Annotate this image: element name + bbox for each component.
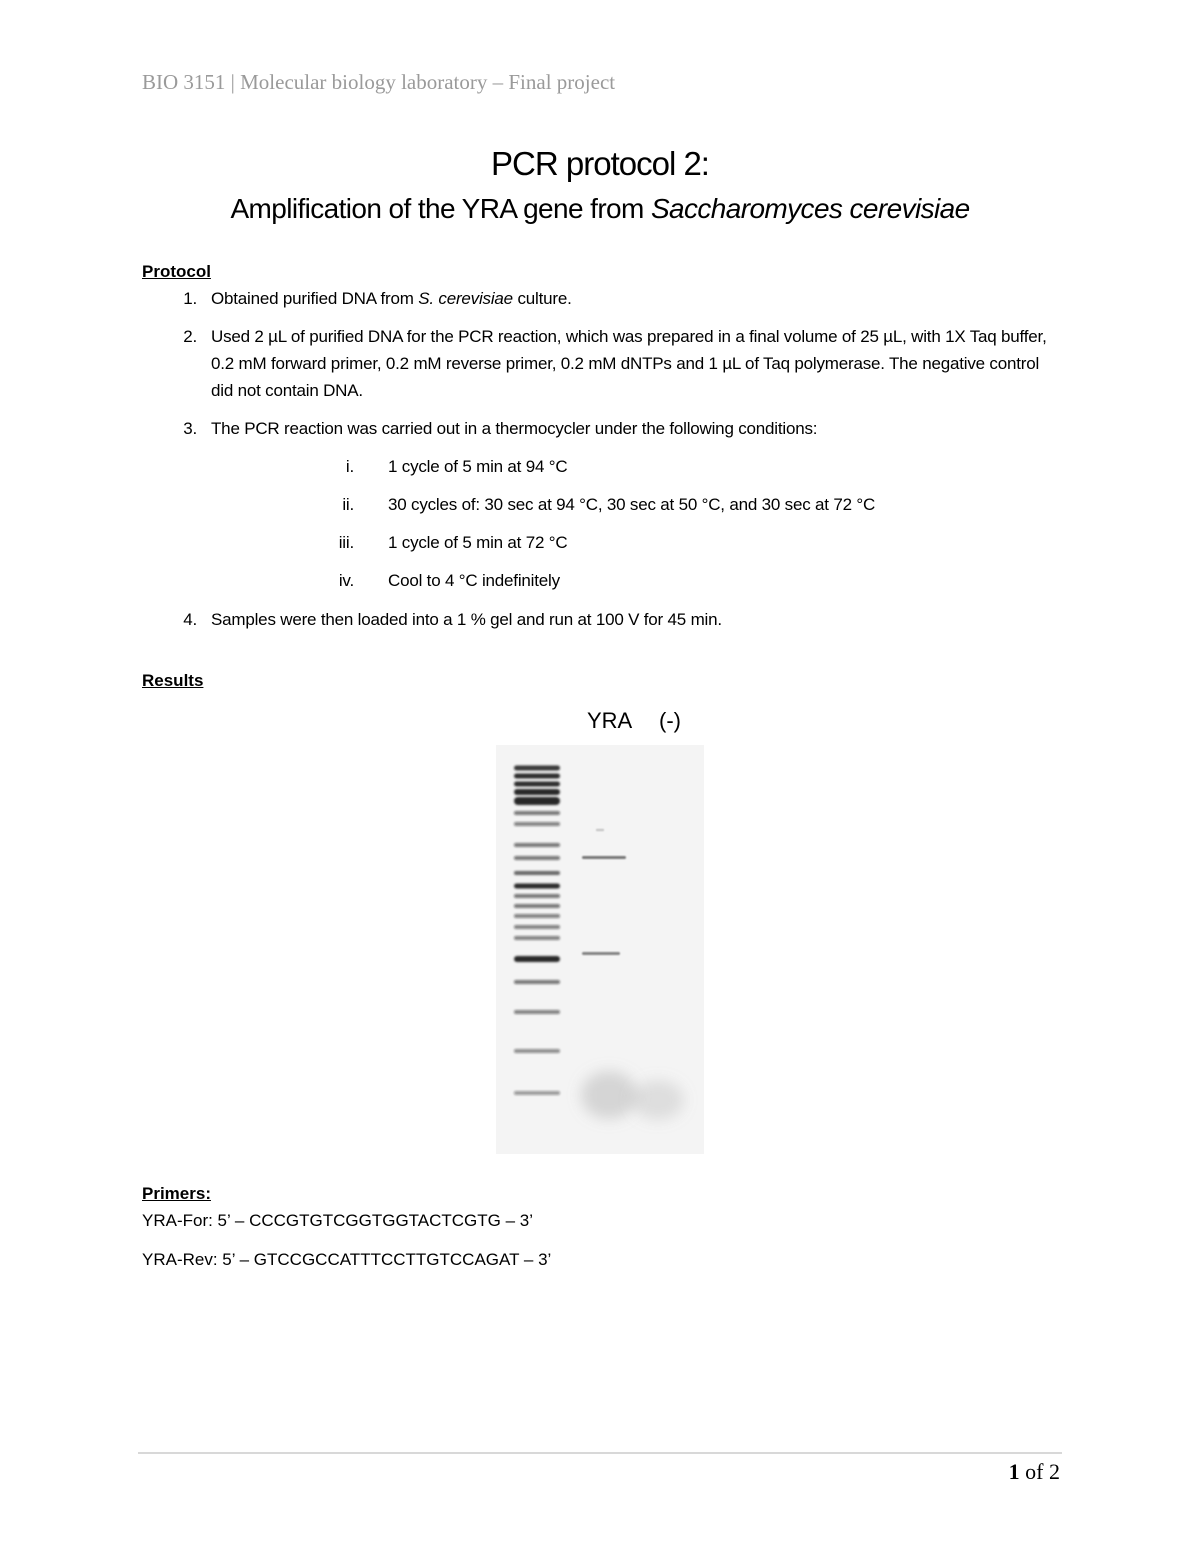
page-title: PCR protocol 2: [491, 145, 709, 182]
condition-number: iv. [338, 571, 354, 590]
ladder-band [514, 782, 560, 787]
ladder-band [514, 936, 560, 940]
step-text: culture. [512, 289, 572, 308]
step-number: 4. [183, 610, 197, 629]
lane-label-yra: YRA [587, 708, 633, 733]
gel-image [496, 745, 704, 1154]
page-number [1009, 1459, 1060, 1485]
ladder-band [514, 856, 560, 860]
results-heading: Results [142, 671, 204, 690]
ladder-band [514, 1091, 560, 1095]
step-text: Used 2 µL of purified DNA for the PCR reaction, which was prepared in a final volume of 25 µL, with 1X Taq buffer, 0.2 mM forward primer, 0.2 mM reverse primer, 0.2 mM dNTPs and 1 µL of Taq polymerase. The negative control did not contain DNA. [211, 327, 1047, 400]
page-separator: of [1019, 1459, 1049, 1484]
ladder-band [514, 797, 560, 805]
lane-label-negative: (-) [659, 708, 681, 733]
page-current: 1 [1008, 1459, 1020, 1484]
ladder-band [514, 843, 560, 847]
ladder-band [514, 914, 560, 918]
step-text: The PCR reaction was carried out in a thermocycler under the following conditions: [211, 419, 818, 438]
condition-text: Cool to 4 °C indefinitely [388, 571, 560, 590]
page-subtitle [0, 193, 1200, 225]
ladder-band [514, 1010, 560, 1014]
primers-heading: Primers: [142, 1184, 211, 1203]
ladder-band [514, 1049, 560, 1053]
gel-svg [496, 745, 704, 1154]
running-header: BIO 3151 | Molecular biology laboratory – Final project [142, 70, 616, 94]
condition-text: 30 cycles of: 30 sec at 94 °C, 30 sec at 50 °C, and 30 sec at 72 °C [388, 495, 876, 514]
ladder-band [514, 774, 560, 779]
ladder-band [514, 980, 560, 984]
primer-forward: YRA-For: 5’ – CCCGTGTCGGTGGTACTCGTG – 3’ [142, 1211, 534, 1230]
protocol-step-3 [142, 415, 1062, 442]
ladder-band [514, 956, 560, 962]
condition-number: ii. [342, 495, 354, 514]
protocol-step-2 [142, 323, 1062, 404]
ladder-band [514, 811, 560, 815]
yra-band [582, 856, 626, 859]
ladder-band [514, 925, 560, 929]
protocol-heading: Protocol [142, 262, 211, 281]
step-text: Obtained purified DNA from [211, 289, 419, 308]
ladder-band [514, 822, 560, 826]
ladder-band [514, 894, 560, 898]
step-text: Samples were then loaded into a 1 % gel and run at 100 V for 45 min. [211, 610, 722, 629]
condition-item [300, 567, 1000, 594]
subtitle-plain: Amplification of the YRA gene from [230, 193, 651, 224]
yra-band [596, 829, 604, 831]
primer-dimer-haze [632, 1080, 684, 1120]
ladder-band [514, 871, 560, 875]
step-number: 3. [183, 419, 197, 438]
protocol-step-1 [142, 285, 1062, 312]
species-name: S. cerevisiae [418, 289, 513, 308]
primer-dimer-haze [581, 1071, 637, 1119]
ladder-band [514, 904, 560, 908]
yra-band [582, 952, 620, 955]
protocol-step-4 [142, 606, 1062, 633]
step-number: 1. [183, 289, 197, 308]
ladder-band [514, 766, 560, 771]
condition-number: iii. [338, 533, 354, 552]
ladder-band [514, 884, 560, 889]
condition-item [300, 529, 1000, 556]
condition-text: 1 cycle of 5 min at 94 °C [388, 457, 568, 476]
page-total: 2 [1049, 1459, 1060, 1484]
footer-divider [138, 1452, 1062, 1454]
condition-number: i. [345, 457, 354, 476]
step-number: 2. [183, 327, 197, 346]
condition-text: 1 cycle of 5 min at 72 °C [388, 533, 568, 552]
subtitle-species: Saccharomyces cerevisiae [650, 193, 970, 224]
condition-item [300, 491, 1000, 518]
primer-reverse: YRA-Rev: 5’ – GTCCGCCATTTCCTTGTCCAGAT – 3’ [142, 1250, 552, 1269]
ladder-band [514, 789, 560, 795]
condition-item [300, 453, 1000, 480]
